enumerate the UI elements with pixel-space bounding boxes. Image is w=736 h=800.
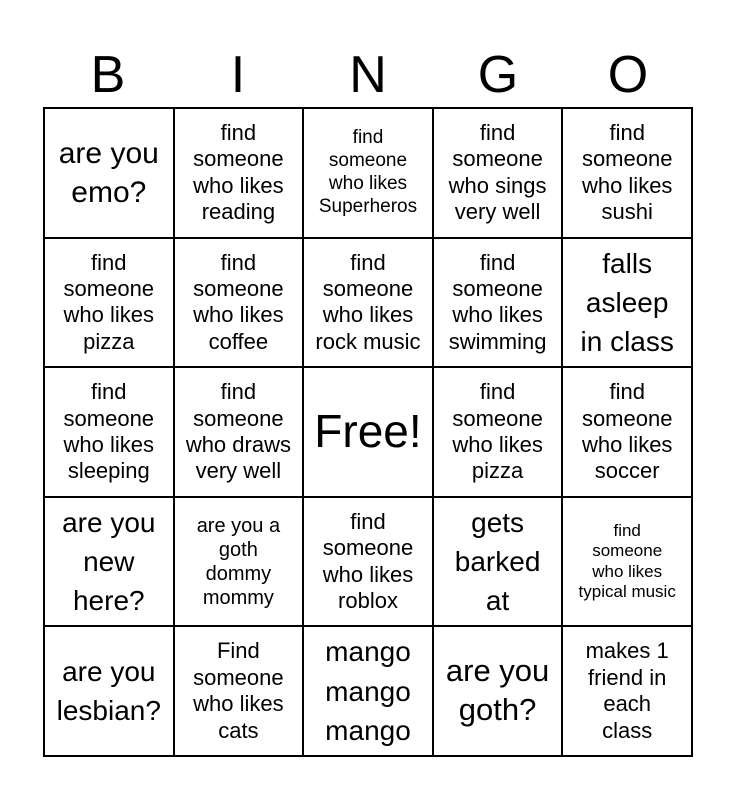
header-letter-g: G (477, 46, 519, 104)
bingo-cell-r1c3[interactable]: find someone who likes Superheros (303, 108, 433, 238)
bingo-cell-r4c2[interactable]: are you a goth dommy mommy (174, 497, 304, 627)
bingo-cell-r3c1[interactable]: find someone who likes sleeping (44, 367, 174, 497)
bingo-cell-r2c4[interactable]: find someone who likes swimming (433, 238, 563, 368)
header-letter-n: N (349, 46, 387, 104)
bingo-cell-free[interactable]: Free! (303, 367, 433, 497)
bingo-cell-r5c5[interactable]: makes 1 friend in each class (562, 626, 692, 756)
bingo-cell-r4c3[interactable]: find someone who likes roblox (303, 497, 433, 627)
bingo-cell-r5c4[interactable]: are you goth? (433, 626, 563, 756)
bingo-cell-r3c2[interactable]: find someone who draws very well (174, 367, 304, 497)
bingo-cell-r2c5[interactable]: falls asleep in class (562, 238, 692, 368)
bingo-cell-r3c4[interactable]: find someone who likes pizza (433, 367, 563, 497)
bingo-cell-r1c5[interactable]: find someone who likes sushi (562, 108, 692, 238)
header-letter-o: O (607, 46, 649, 104)
bingo-cell-r5c2[interactable]: Find someone who likes cats (174, 626, 304, 756)
header-letter-b: B (90, 46, 126, 104)
bingo-cell-r1c1[interactable]: are you emo? (44, 108, 174, 238)
bingo-cell-r4c5[interactable]: find someone who likes typical music (562, 497, 692, 627)
bingo-cell-r1c2[interactable]: find someone who likes reading (174, 108, 304, 238)
bingo-header (43, 44, 693, 106)
bingo-cell-r2c1[interactable]: find someone who likes pizza (44, 238, 174, 368)
header-letter-i: I (230, 46, 246, 104)
bingo-cell-r5c3[interactable]: mango mango mango (303, 626, 433, 756)
bingo-cell-r4c1[interactable]: are you new here? (44, 497, 174, 627)
bingo-cell-r1c4[interactable]: find someone who sings very well (433, 108, 563, 238)
bingo-cell-r2c2[interactable]: find someone who likes coffee (174, 238, 304, 368)
bingo-cell-r3c5[interactable]: find someone who likes soccer (562, 367, 692, 497)
bingo-cell-r2c3[interactable]: find someone who likes rock music (303, 238, 433, 368)
bingo-card (43, 107, 693, 757)
bingo-cell-r5c1[interactable]: are you lesbian? (44, 626, 174, 756)
bingo-cell-r4c4[interactable]: gets barked at (433, 497, 563, 627)
